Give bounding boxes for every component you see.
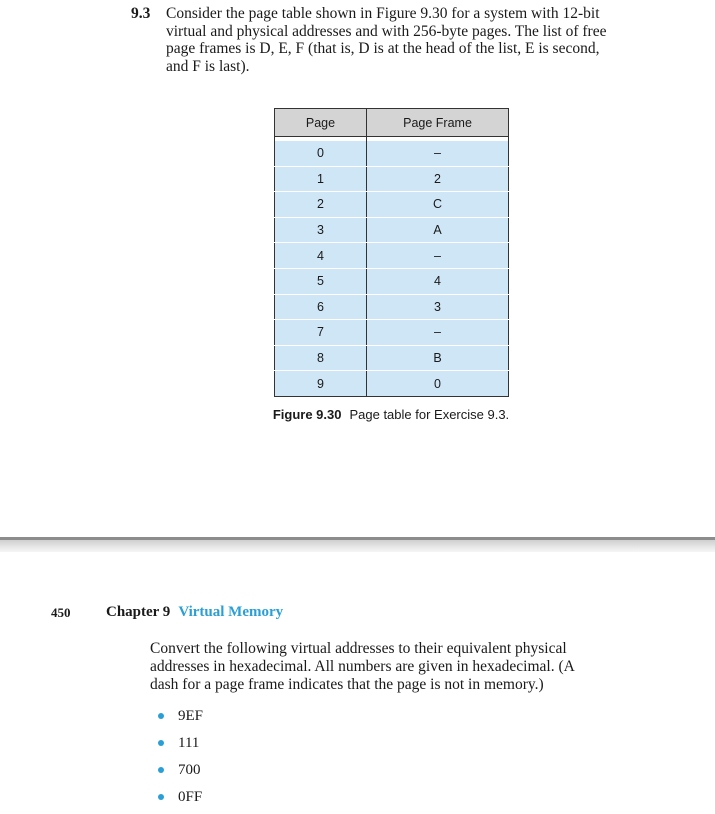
page-column-header: Page: [275, 109, 367, 137]
page-break: [0, 533, 715, 553]
figure-caption: [0, 407, 715, 422]
page-table-figure: [274, 108, 509, 397]
page-cell: 5: [275, 268, 367, 294]
list-item: [158, 787, 203, 814]
list-item: [158, 733, 203, 760]
bullet-icon: [158, 740, 164, 746]
bullet-icon: [158, 713, 164, 719]
frame-cell: B: [367, 345, 509, 371]
exercise-line: virtual and physical addresses and with 256-byte pages. The list of free: [166, 22, 607, 40]
frame-cell: C: [367, 192, 509, 218]
frame-cell: A: [367, 217, 509, 243]
table-row: [275, 320, 509, 346]
table-row: [275, 166, 509, 192]
address-value: 700: [178, 762, 201, 778]
bullet-icon: [158, 794, 164, 800]
address-value: 111: [178, 735, 200, 751]
figure-caption-label: Figure 9.30: [272, 407, 342, 422]
exercise-line: and F is last).: [166, 57, 250, 75]
page-cell: 2: [275, 192, 367, 218]
address-list: [158, 706, 203, 814]
exercise-number: 9.3: [131, 5, 151, 22]
frame-column-header: Page Frame: [367, 109, 509, 137]
page-cell: 8: [275, 345, 367, 371]
frame-cell: 2: [367, 166, 509, 192]
list-item: [158, 760, 203, 787]
table-row: [275, 141, 509, 166]
chapter-label: Chapter 9: [106, 604, 171, 620]
page-number: 450: [51, 605, 71, 620]
chapter-title: Virtual Memory: [178, 604, 284, 620]
exercise-line: Consider the page table shown in Figure 9.30 for a system with 12-bit: [166, 5, 600, 22]
figure-caption-text: Page table for Exercise 9.3.: [349, 407, 510, 422]
table-row: [275, 217, 509, 243]
page-cell: 0: [275, 141, 367, 166]
instruction-line: addresses in hexadecimal. All numbers are given in hexadecimal. (A: [150, 658, 575, 675]
running-head: [106, 604, 283, 621]
instruction-line: dash for a page frame indicates that the page is not in memory.): [150, 676, 544, 693]
exercise-line: page frames is D, E, F (that is, D is at the head of the list, E is second,: [166, 40, 600, 57]
conversion-instructions: [150, 640, 660, 694]
exercise-text: [166, 5, 671, 75]
table-row: [275, 268, 509, 294]
frame-cell: –: [367, 141, 509, 166]
page-cell: 7: [275, 320, 367, 346]
frame-cell: 4: [367, 268, 509, 294]
frame-cell: 3: [367, 294, 509, 320]
table-row: [275, 294, 509, 320]
address-value: 9EF: [178, 708, 204, 724]
exercise-9-3: [131, 5, 671, 75]
frame-cell: –: [367, 320, 509, 346]
page-cell: 6: [275, 294, 367, 320]
list-item: [158, 706, 203, 733]
table-row: [275, 345, 509, 371]
bullet-icon: [158, 767, 164, 773]
instruction-line: Convert the following virtual addresses to their equivalent physical: [150, 640, 567, 657]
table-row: [275, 371, 509, 397]
page-cell: 1: [275, 166, 367, 192]
page-cell: 9: [275, 371, 367, 397]
frame-cell: 0: [367, 371, 509, 397]
frame-cell: –: [367, 243, 509, 269]
table-row: [275, 243, 509, 269]
page-break-gap: [0, 540, 715, 552]
page-cell: 3: [275, 217, 367, 243]
address-value: 0FF: [178, 789, 203, 805]
table-row: [275, 192, 509, 218]
page-cell: 4: [275, 243, 367, 269]
